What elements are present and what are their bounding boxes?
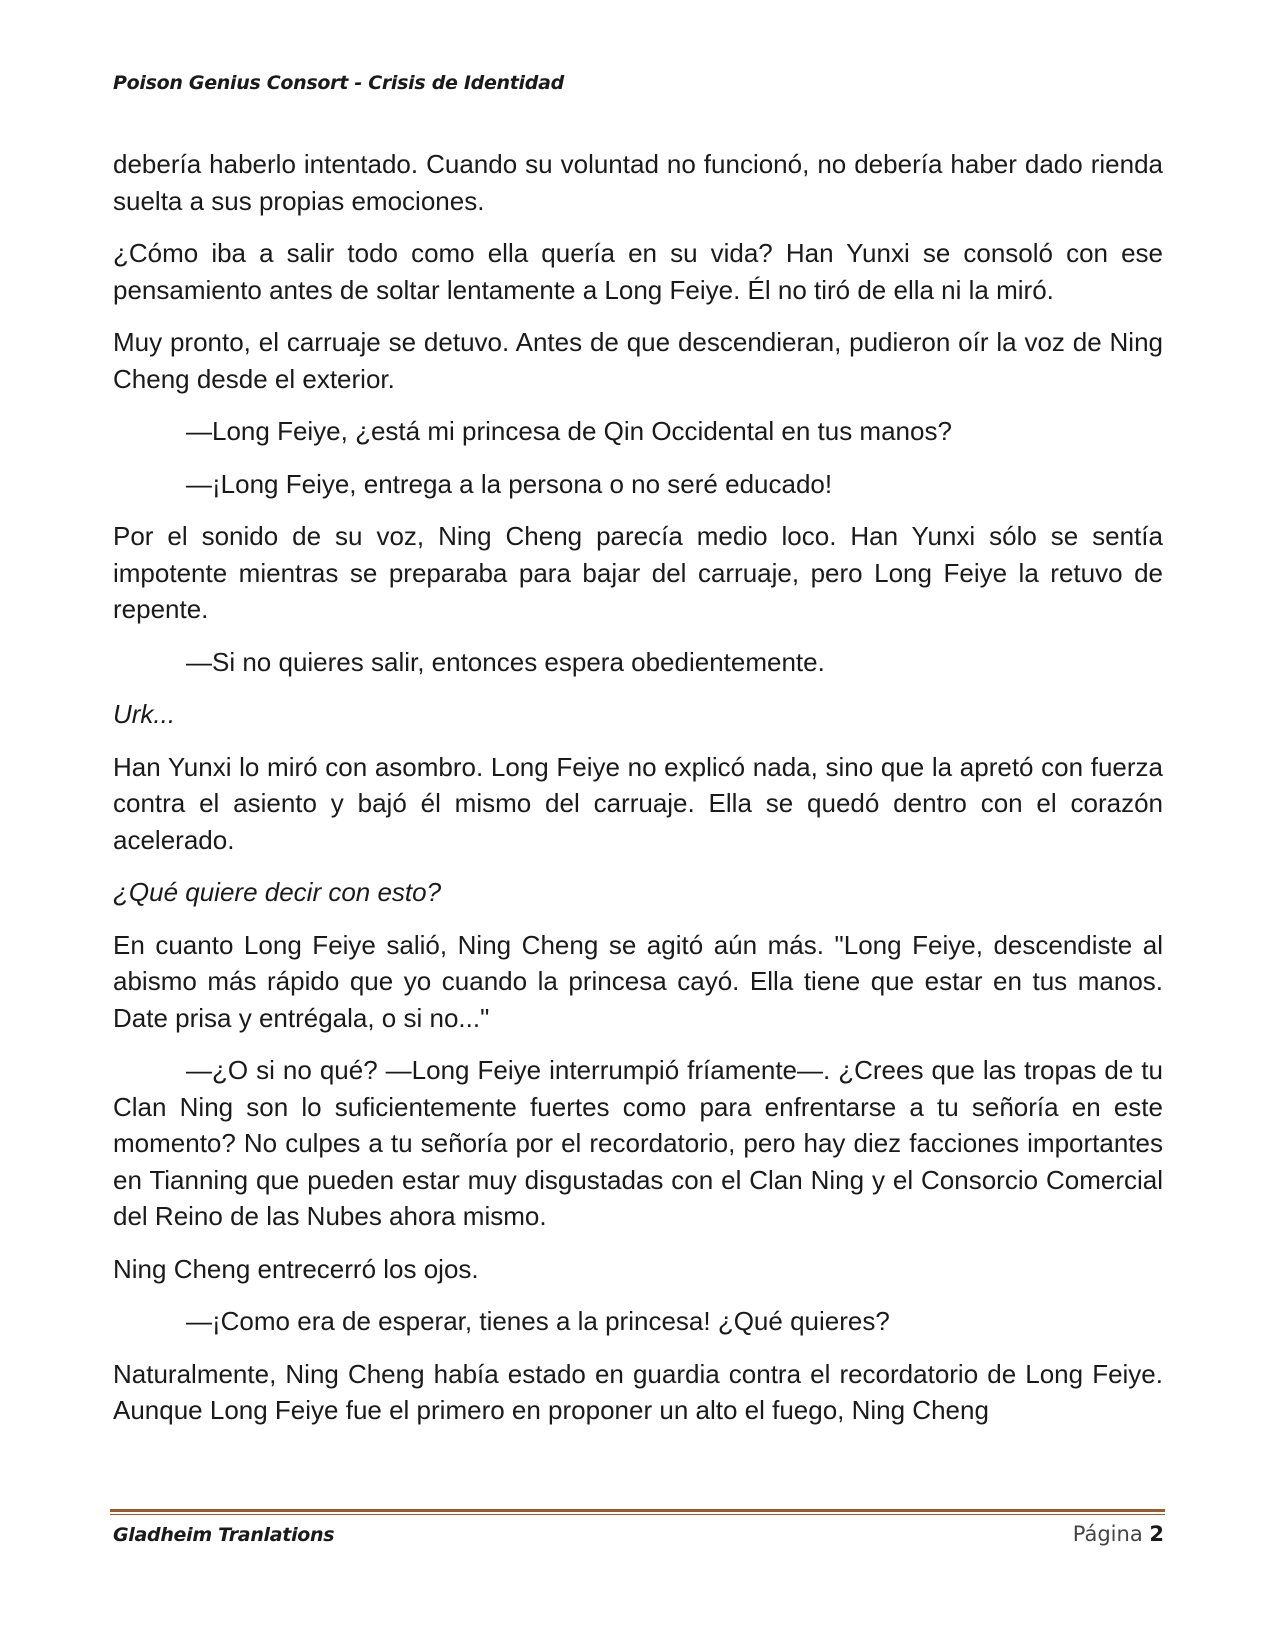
paragraph: Por el sonido de su voz, Ning Cheng parecía medio loco. Han Yunxi sólo se sentía impotente mientras se preparaba para bajar del carruaje, pero Long Feiye la retuvo de repente.: [113, 521, 1163, 624]
paragraph: En cuanto Long Feiye salió, Ning Cheng se agitó aún más. "Long Feiye, descendiste al abismo más rápido que yo cuando la princesa cayó. Ella tiene que estar en tus manos. Date prisa y entrégala, o si no...": [113, 929, 1163, 1033]
page-body: [113, 146, 1163, 1445]
dialogue-paragraph: —Si no quieres salir, entonces espera obedientemente.: [186, 646, 825, 677]
running-header: Poison Genius Consort - Crisis de Identidad: [113, 72, 564, 94]
dialogue-paragraph: —¡Long Feiye, entrega a la persona o no seré educado!: [186, 468, 833, 499]
paragraph: Muy pronto, el carruaje se detuvo. Antes de que descendieran, pudieron oír la voz de Ning Cheng desde el exterior.: [113, 327, 1163, 394]
dialogue-paragraph: —¿O si no qué? —Long Feiye interrumpió fríamente—. ¿Crees que las tropas de tu Clan Ning son lo suficientemente fuertes como para enfrentarse a tu señoría en este momento? No culpes a tu señoría por el recordatorio, pero hay diez facciones importantes en Tianning que pueden estar muy disgustadas con el Clan Ning y el Consorcio Comercial del Reino de las Nubes ahora mismo.: [113, 1055, 1163, 1231]
page-number-label: [1073, 1522, 1164, 1546]
paragraph: Ning Cheng entrecerró los ojos.: [113, 1253, 479, 1284]
paragraph: debería haberlo intentado. Cuando su voluntad no funcionó, no debería haber dado rienda suelta a sus propias emociones.: [113, 149, 1163, 216]
dialogue-paragraph: —¡Como era de esperar, tienes a la princesa! ¿Qué quieres?: [186, 1306, 890, 1336]
page-label: Página: [1072, 1522, 1143, 1546]
footer-rule: [110, 1509, 1165, 1512]
footer-rule-thin: [110, 1514, 1165, 1515]
paragraph: Naturalmente, Ning Cheng había estado en guardia contra el recordatorio de Long Feiye. Aunque Long Feiye fue el primero en proponer un alto el fuego, Ning Cheng: [113, 1358, 1163, 1425]
dialogue-paragraph: —Long Feiye, ¿está mi princesa de Qin Occidental en tus manos?: [186, 416, 952, 446]
thought-paragraph: Urk...: [113, 699, 176, 729]
paragraph: Han Yunxi lo miró con asombro. Long Feiye no explicó nada, sino que la apretó con fuerza contra el asiento y bajó él mismo del carruaje. Ella se quedó dentro con el corazón acelerado.: [113, 751, 1163, 855]
thought-paragraph: ¿Qué quiere decir con esto?: [113, 877, 442, 907]
paragraph: ¿Cómo iba a salir todo como ella quería en su vida? Han Yunxi se consoló con ese pensamiento antes de soltar lentamente a Long Feiye. Él no tiró de ella ni la miró.: [113, 238, 1163, 305]
footer-publisher: Gladheim Tranlations: [113, 1524, 335, 1546]
page-number: 2: [1149, 1522, 1164, 1546]
